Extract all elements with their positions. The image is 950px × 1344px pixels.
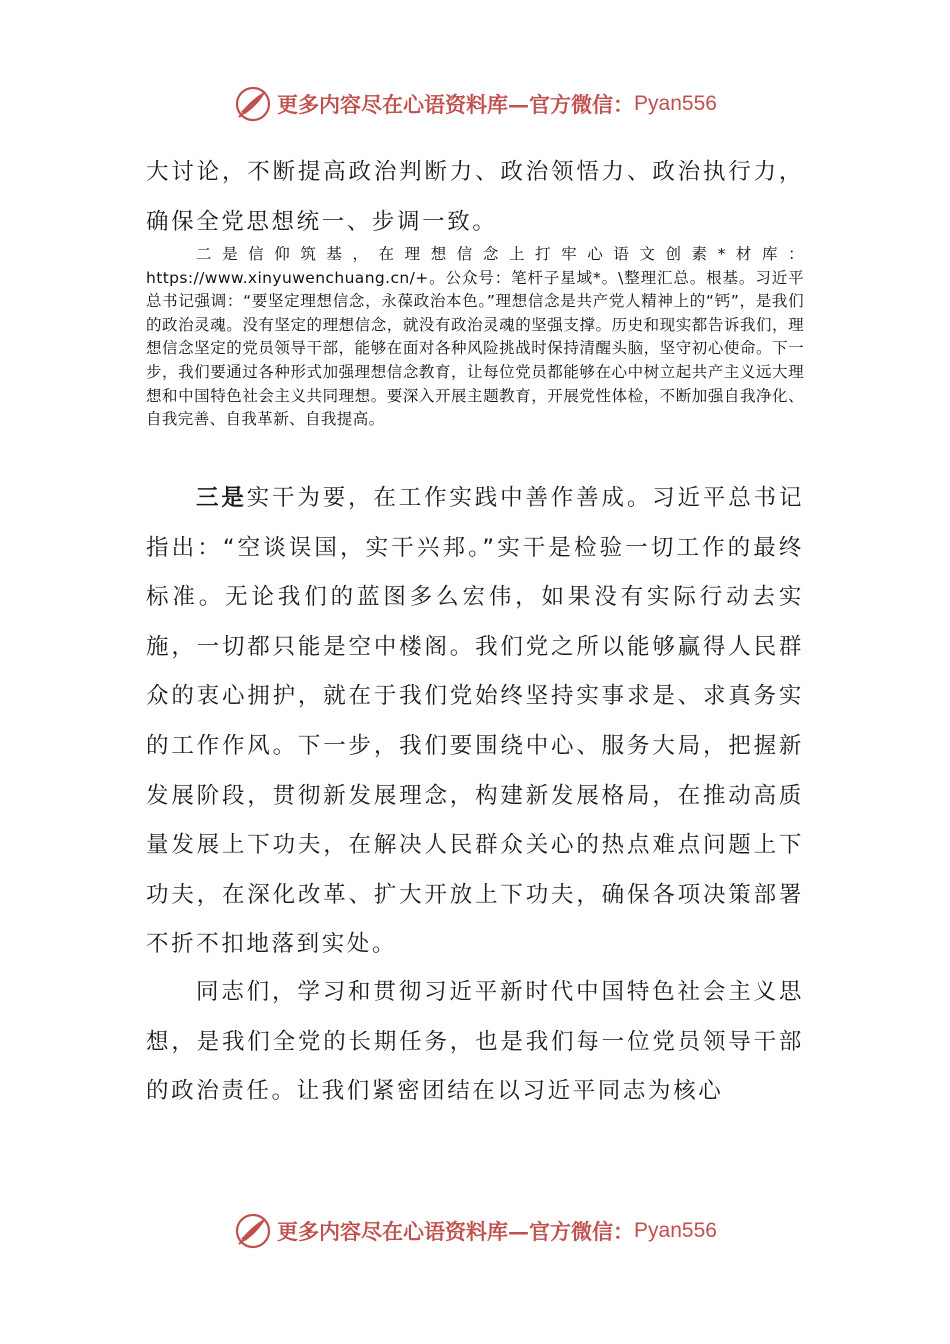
- footer-brand-text: 更多内容尽在心语资料库—官方微信：: [277, 1219, 635, 1244]
- quill-seal-icon: [233, 1211, 273, 1251]
- header-banner: [0, 80, 950, 128]
- point-three-paragraph: [146, 474, 804, 970]
- footer-banner: [0, 1207, 950, 1255]
- point-three-lead: 三是: [196, 485, 247, 511]
- intro-paragraph: 大讨论，不断提高政治判断力、政治领悟力、政治执行力，确保全党思想统一、步调一致。: [146, 159, 804, 235]
- point-three-text: 实干为要，在工作实践中善作善成。习近平总书记指出：“空谈误国，实干兴邦。”实干是检验一切工作的最终标准。无论我们的蓝图多么宏伟，如果没有实际行动去实施，一切都只能是空中楼阁。我们党之所以能够赢得人民群众的衷心拥护，就在于我们党始终坚持实事求是、求真务实的工作作风。下一步，我们要围绕中心、服务大局，把握新发展阶段，贯彻新发展理念，构建新发展格局，在推动高质量发展上下功夫，在解决人民群众关心的热点难点问题上下功夫，在深化改革、扩大开放上下功夫，确保各项决策部署不折不扣地落到实处。: [146, 485, 804, 958]
- closing-paragraph: 同志们，学习和贯彻习近平新时代中国特色社会主义思想，是我们全党的长期任务，也是我们每一位党员领导干部的政治责任。让我们紧密团结在以习近平同志为核心: [146, 979, 804, 1105]
- banner-wechat-id: Pyan556: [634, 92, 717, 115]
- point-two-paragraph: 二是信仰筑基，在理想信念上打牢心语文创素*材库：https://www.xinyuwenchuang.cn/+。公众号：笔杆子星域*。\整理汇总。根基。习近平总书记强调：“要坚定理想信念，永葆政治本色。”理想信念是共产党人精神上的“钙”，是我们的政治灵魂。没有坚定的理想信念，就没有政治灵魂的坚强支撑。历史和现实都告诉我们，理想信念坚定的党员领导干部，能够在面对各种风险挑战时保持清醒头脑，坚守初心使命。下一步，我们要通过各种形式加强理想信念教育，让每位党员都能够在心中树立起共产主义远大理想和中国特色社会主义共同理想。要深入开展主题教育，开展党性体检，不断加强自我净化、自我完善、自我革新、自我提高。: [146, 245, 804, 429]
- banner-brand-text: 更多内容尽在心语资料库—官方微信：: [277, 92, 635, 117]
- quill-seal-icon: [233, 84, 273, 124]
- footer-wechat-id: Pyan556: [634, 1219, 717, 1242]
